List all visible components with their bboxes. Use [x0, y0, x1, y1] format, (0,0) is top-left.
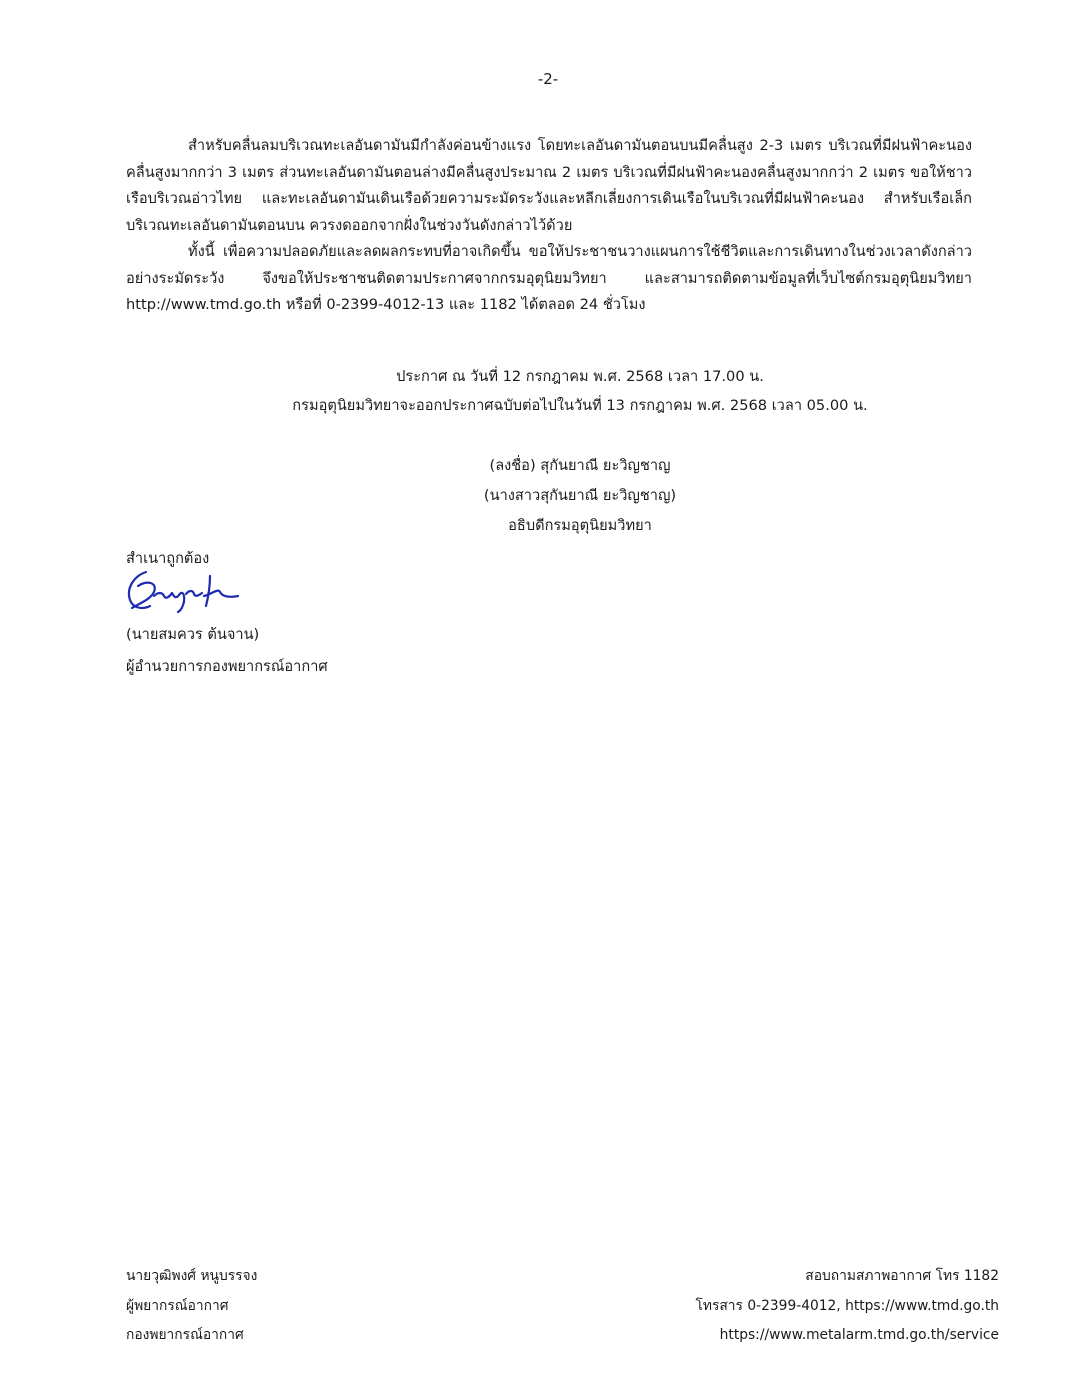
signatory-signed: (ลงชื่อ) สุกันยาณี ยะวิญชาญ: [489, 457, 671, 474]
next-announcement: กรมอุตุนิยมวิทยาจะออกประกาศฉบับต่อไปในวันที่ 13 กรกฎาคม พ.ศ. 2568 เวลา 05.00 น.: [292, 397, 868, 414]
forecaster-role: ผู้พยากรณ์อากาศ: [126, 1297, 229, 1314]
contact-inquiry: สอบถามสภาพอากาศ โทร 1182: [805, 1268, 999, 1284]
signatory-title: อธิบดีกรมอุตุนิยมวิทยา: [508, 517, 652, 534]
contact-fax-website: โทรสาร 0-2399-4012, https://www.tmd.go.th: [695, 1297, 999, 1314]
forecaster-division: กองพยากรณ์อากาศ: [126, 1327, 244, 1343]
signatory-name: (นางสาวสุกันยาณี ยะวิญชาญ): [483, 487, 677, 504]
footer-forecaster: [126, 1262, 257, 1351]
certified-copy-label: สำเนาถูกต้อง: [126, 550, 210, 567]
signatory-block: [440, 451, 720, 541]
paragraph-wave-conditions: สำหรับคลื่นลมบริเวณทะเลอันดามันมีกำลังค่อนข้างแรง โดยทะเลอันดามันตอนบนมีคลื่นสูง 2-3 เมตร บริเวณที่มีฝนฟ้าคะนองคลื่นสูงมากกว่า 3 เมตร ส่วนทะเลอันดามันตอนล่างมีคลื่นสูงประมาณ 2 เมตร บริเวณที่มีฝนฟ้าคะนองคลื่นสูงมากกว่า 2 เมตร ขอให้ชาวเรือบริเวณอ่าวไทย และทะเลอันดามันเดินเรือด้วยความระมัดระวังและหลีกเลี่ยงการเดินเรือในบริเวณที่มีฝนฟ้าคะนอง สำหรับเรือเล็กบริเวณทะเลอันดามันตอนบน ควรงดออกจากฝั่งในช่วงวันดังกล่าวไว้ด้วย: [126, 137, 972, 234]
paragraph-safety-advice: ทั้งนี้ เพื่อความปลอดภัยและลดผลกระทบที่อาจเกิดขึ้น ขอให้ประชาชนวางแผนการใช้ชีวิตและการเดินทางในช่วงเวลาดังกล่าวอย่างระมัดระวัง จึงขอให้ประชาชนติดตามประกาศจากกรมอุตุนิยมวิทยา และสามารถติดตามข้อมูลที่เว็บไซต์กรมอุตุนิยมวิทยา http://www.tmd.go.th หรือที่ 0-2399-4012-13 และ 1182 ได้ตลอด 24 ชั่วโมง: [126, 243, 972, 313]
page-number: -2-: [537, 70, 559, 88]
certified-copy-title: ผู้อำนวยการกองพยากรณ์อากาศ: [126, 658, 328, 675]
body-text: [126, 133, 972, 319]
contact-service-url: https://www.metalarm.tmd.go.th/service: [719, 1327, 999, 1343]
handwritten-signature: [124, 566, 244, 616]
forecaster-name: นายวุฒิพงศ์ หนูบรรจง: [126, 1268, 258, 1284]
certified-copy-name: (นายสมควร ต้นจาน): [126, 626, 260, 643]
announcement-date: ประกาศ ณ วันที่ 12 กรกฎาคม พ.ศ. 2568 เวลา 17.00 น.: [396, 368, 764, 385]
footer-contact: [695, 1262, 999, 1351]
